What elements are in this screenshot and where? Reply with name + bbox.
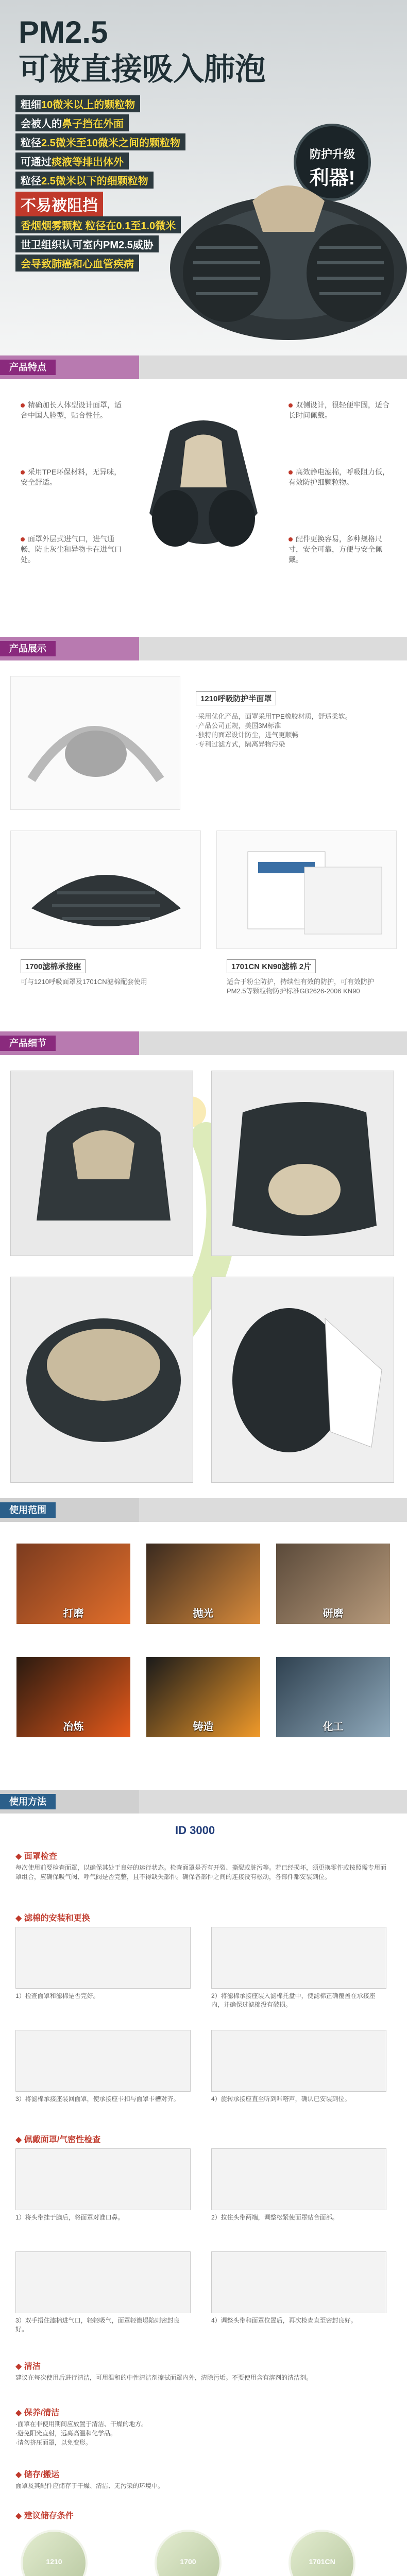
hero-line-2: 会被人的鼻子挡在外面 [15,114,129,131]
method-section [0,1814,407,2576]
step-illustration [15,2030,191,2092]
product-title: 1210呼吸防护半面罩 [196,691,276,705]
usage-tile: 铸造 [145,1656,261,1738]
section-header-features [0,355,407,379]
hero-banner [0,0,407,355]
section-title: 产品特点 [0,360,56,375]
feature-item: 采用TPE环保材料，无异味，安全舒适。 [21,468,122,486]
feature-item: 精确加长人体型设计面罩，适合中国人脸型，贴合性佳。 [21,401,122,419]
feature-item: 双侧设计，很轻便牢固，适合长时间佩戴。 [289,401,389,419]
header-bar [139,1031,407,1055]
details-section [0,1055,407,1498]
detail-photo [211,1071,394,1256]
filter-holder-image [10,831,201,949]
usage-section [0,1522,407,1790]
paragraph: 面罩及其配件应储存于干燥、清洁、无污染的环境中。 [15,2482,164,2489]
section-title: 使用范围 [0,1502,56,1518]
step-illustration [211,1927,386,1989]
detail-photo [10,1277,193,1483]
subheading: ◆ 保养/清洁 [15,2409,60,2417]
bullet-icon [21,537,25,541]
step-illustration [15,2148,191,2210]
headband-image [10,676,180,810]
step-item: 2）拉住头带两端，调整松紧使面罩贴合面部。 [211,2148,386,2222]
product-title: 1700滤棉承接座 [21,959,86,973]
feature-item: 配件更换容易，多种规格尺寸，安全可靠，方便与安全佩戴。 [289,535,382,564]
step-item: 4）旋转承接座直至听到咔嗒声，确认已安装到位。 [211,2030,386,2104]
paragraph: 建议在每次使用后进行清洁，可用温和的中性清洁剂擦拭面罩内外，清除污垢。不要使用含有溶剂的清洁剂。 [15,2374,313,2381]
hero-line-6: 不易被阻挡 [15,192,103,216]
hero-line-9: 会导致肺癌和心血管疾病 [15,255,139,272]
usage-tile: 化工 [275,1656,391,1738]
product-circle: 1700 [155,2530,222,2576]
product-title: 1701CN KN90滤棉 2片 [227,959,316,973]
detail-photo [10,1071,193,1256]
section-header-details [0,1031,407,1055]
bullet-icon [289,537,293,541]
bullet-icon [289,470,293,474]
header-bar [139,1790,407,1814]
step-item: 1）检查面罩和滤棉是否完好。 [15,1927,191,2001]
product-description: ·采用优化产品，面罩采用TPE橡胶材质，舒适柔软。 ·产品公司正规，美国3M标准 ·独特的面罩设计防尘，进气更顺畅 ·专利过滤方式，隔离异物污染 [196,713,352,748]
mask-front-image [139,410,268,575]
paragraph: 每次使用前要检查面罩，以确保其处于良好的运行状态。检查面罩是否有开裂、撕裂或脏污等。若已经损坏，须更换零件或按照需专用面罩组合，应确保吸气阀、呼气阀是否完整，且不得缺失部件。确保各部件之间的连接没有松动，各部件都安装到位。 [15,1864,387,1880]
badge-line-2: 利器! [309,167,355,189]
header-bar [139,355,407,379]
step-item: 3）双手捂住滤棉进气口，轻轻吸气，面罩轻微塌陷则密封良好。 [15,2251,191,2334]
bullet-icon [21,403,25,408]
hero-title-2: 可被直接吸入肺泡 [19,52,266,87]
section-header-method [0,1790,407,1814]
usage-tile: 冶炼 [15,1656,131,1738]
header-bar [139,1498,407,1522]
usage-tile: 研磨 [275,1543,391,1625]
hero-line-1: 粗细10微米以上的颗粒物 [15,95,140,112]
product-description: 适合于粉尘防护，持续性有效的防护，可有效防护PM2.5等颗粒物防护标准GB2626-2006 KN90 [227,978,375,995]
hero-title-1: PM2.5 [19,15,108,49]
header-bar [139,637,407,660]
product-circle: 1701CN [289,2530,355,2576]
step-illustration [211,2251,386,2313]
product-description: 可与1210呼吸面罩及1701CN滤棉配套使用 [21,978,147,986]
hero-line-4: 可通过痰液等排出体外 [15,152,129,170]
step-item: 4）调整头带和面罩位置后，再次检查直至密封良好。 [211,2251,386,2325]
section-title: 产品细节 [0,1036,56,1051]
usage-tile: 抛光 [145,1543,261,1625]
step-illustration [15,2251,191,2313]
section-title: 产品展示 [0,641,56,656]
subheading: ◆ 面罩检查 [15,1852,57,1861]
bullet-icon [289,403,293,408]
step-illustration [15,1927,191,1989]
feature-item: 高效静电滤棉，呼吸阻力低，有效防护细颗粒物。 [289,468,389,486]
section-header-usage [0,1498,407,1522]
mask-image [118,170,407,345]
detail-photo [211,1277,394,1483]
step-item: 3）将滤棉承接座装回面罩，使承接座卡扣与面罩卡槽对齐。 [15,2030,191,2104]
step-illustration [211,2148,386,2210]
brand-logo: ID 3000 [175,1824,215,1837]
subheading: ◆ 佩戴面罩/气密性检查 [15,2136,101,2144]
usage-tile: 打磨 [15,1543,131,1625]
section-title: 使用方法 [0,1794,56,1809]
bullet-icon [21,470,25,474]
step-item: 2）将滤棉承接座装入滤棉托盘中，使滤棉正确覆盖在承接座内，并确保过滤棉没有破损。 [211,1927,386,2009]
section-header-display [0,637,407,660]
filter-pad-image [216,831,397,949]
paragraph: ·面罩在非使用期间应放置于清洁、干燥的地方。 ·避免阳光直射，远离高温和化学品。 ·请勿挤压面罩，以免变形。 [15,2420,147,2446]
feature-item: 面罩外层式进气口，进气通畅，防止灰尘和异物卡在进气口处。 [21,535,122,564]
product-circle: 1210 [21,2530,88,2576]
hero-line-7: 香烟烟雾颗粒 粒径在0.1至1.0微米 [15,216,181,233]
subheading: ◆ 储存/搬运 [15,2470,60,2479]
step-illustration [211,2030,386,2092]
display-section [0,660,407,1031]
subheading: ◆ 清洁 [15,2362,41,2371]
features-section [0,379,407,637]
hero-line-3: 粒径2.5微米至10微米之间的颗粒物 [15,133,185,150]
subheading: ◆ 滤棉的安装和更换 [15,1914,90,1923]
badge-line-1: 防护升级 [309,148,355,161]
hero-line-8: 世卫组织认可室内PM2.5威胁 [15,235,159,252]
subheading: ◆ 建议储存条件 [15,2512,74,2520]
step-item: 1）将头带挂于脑后，将面罩对准口鼻。 [15,2148,191,2222]
hero-line-5: 粒径2.5微米以下的细颗粒物 [15,172,154,189]
